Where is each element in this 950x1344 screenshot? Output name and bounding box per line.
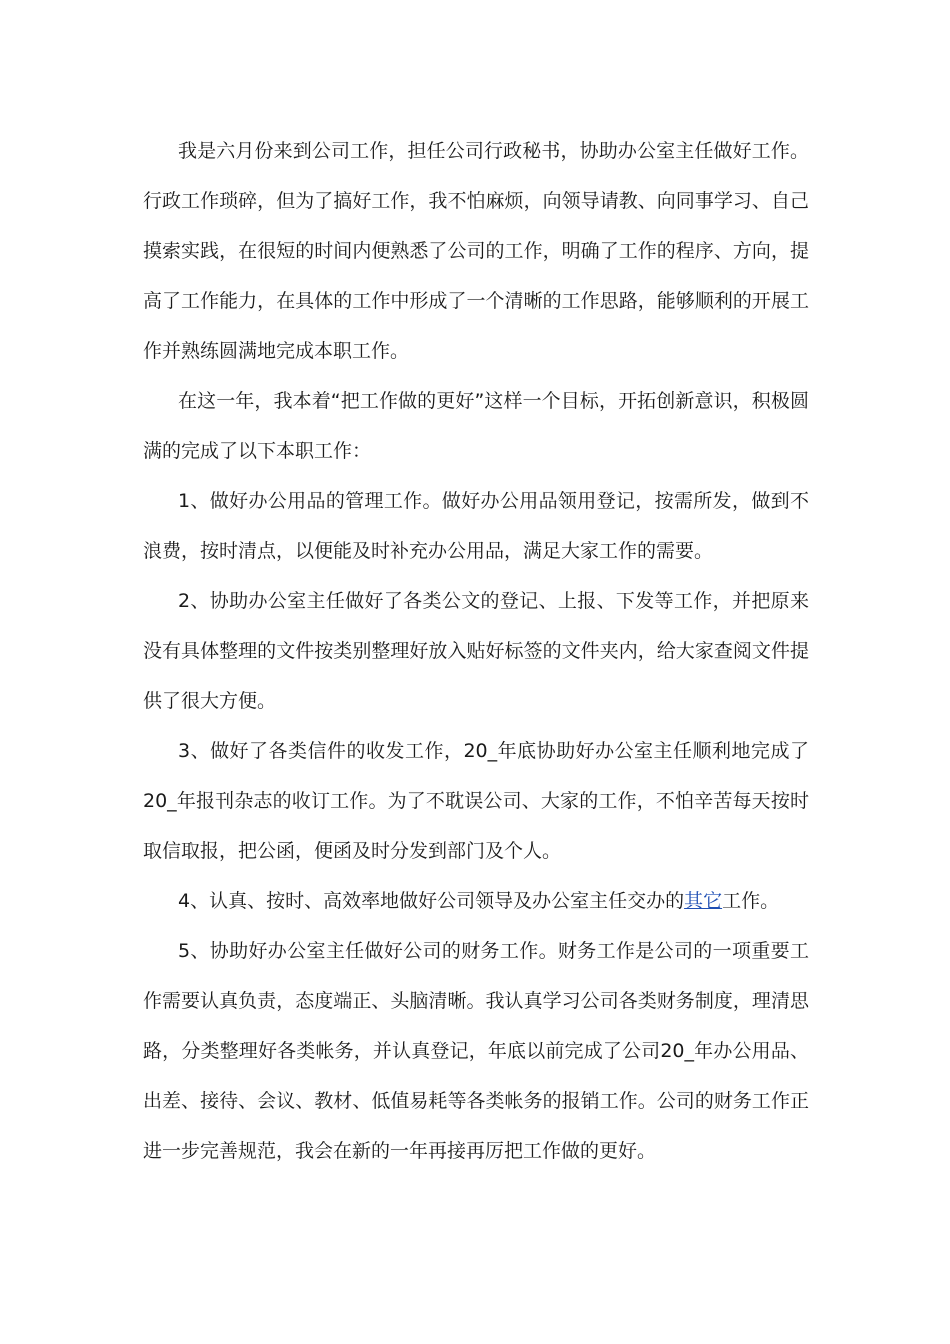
document-body: [143, 126, 809, 1176]
paragraph-goal: 在这一年，我本着“把工作做的更好”这样一个目标，开拓创新意识，积极圆满的完成了以下本职工作：: [143, 390, 809, 462]
paragraph-item-4-text-before: 4、认真、按时、高效率地做好公司领导及办公室主任交办的: [178, 890, 685, 912]
paragraph-item-4: [143, 876, 809, 926]
paragraph-intro: 我是六月份来到公司工作，担任公司行政秘书，协助办公室主任做好工作。行政工作琐碎，但为了搞好工作，我不怕麻烦，向领导请教、向同事学习、自己摸索实践，在很短的时间内便熟悉了公司的工作，明确了工作的程序、方向，提高了工作能力，在具体的工作中形成了一个清晰的工作思路，能够顺利的开展工作并熟练圆满地完成本职工作。: [143, 140, 809, 362]
paragraph-item-3: 3、做好了各类信件的收发工作，20_年底协助好办公室主任顺利地完成了20_年报刊杂志的收订工作。为了不耽误公司、大家的工作，不怕辛苦每天按时取信取报，把公函，便函及时分发到部门及个人。: [143, 740, 809, 862]
paragraph-item-5: 5、协助好办公室主任做好公司的财务工作。财务工作是公司的一项重要工作需要认真负责，态度端正、头脑清晰。我认真学习公司各类财务制度，理清思路，分类整理好各类帐务，并认真登记，年底以前完成了公司20_年办公用品、出差、接待、会议、教材、低值易耗等各类帐务的报销工作。公司的财务工作正进一步完善规范，我会在新的一年再接再厉把工作做的更好。: [143, 940, 809, 1162]
other-link[interactable]: 其它: [684, 890, 723, 912]
paragraph-item-1: 1、做好办公用品的管理工作。做好办公用品领用登记，按需所发，做到不浪费，按时清点，以便能及时补充办公用品，满足大家工作的需要。: [143, 490, 809, 562]
paragraph-item-4-text-after: 工作。: [722, 890, 780, 912]
paragraph-item-2: 2、协助办公室主任做好了各类公文的登记、上报、下发等工作，并把原来没有具体整理的文件按类别整理好放入贴好标签的文件夹内，给大家查阅文件提供了很大方便。: [143, 590, 809, 712]
